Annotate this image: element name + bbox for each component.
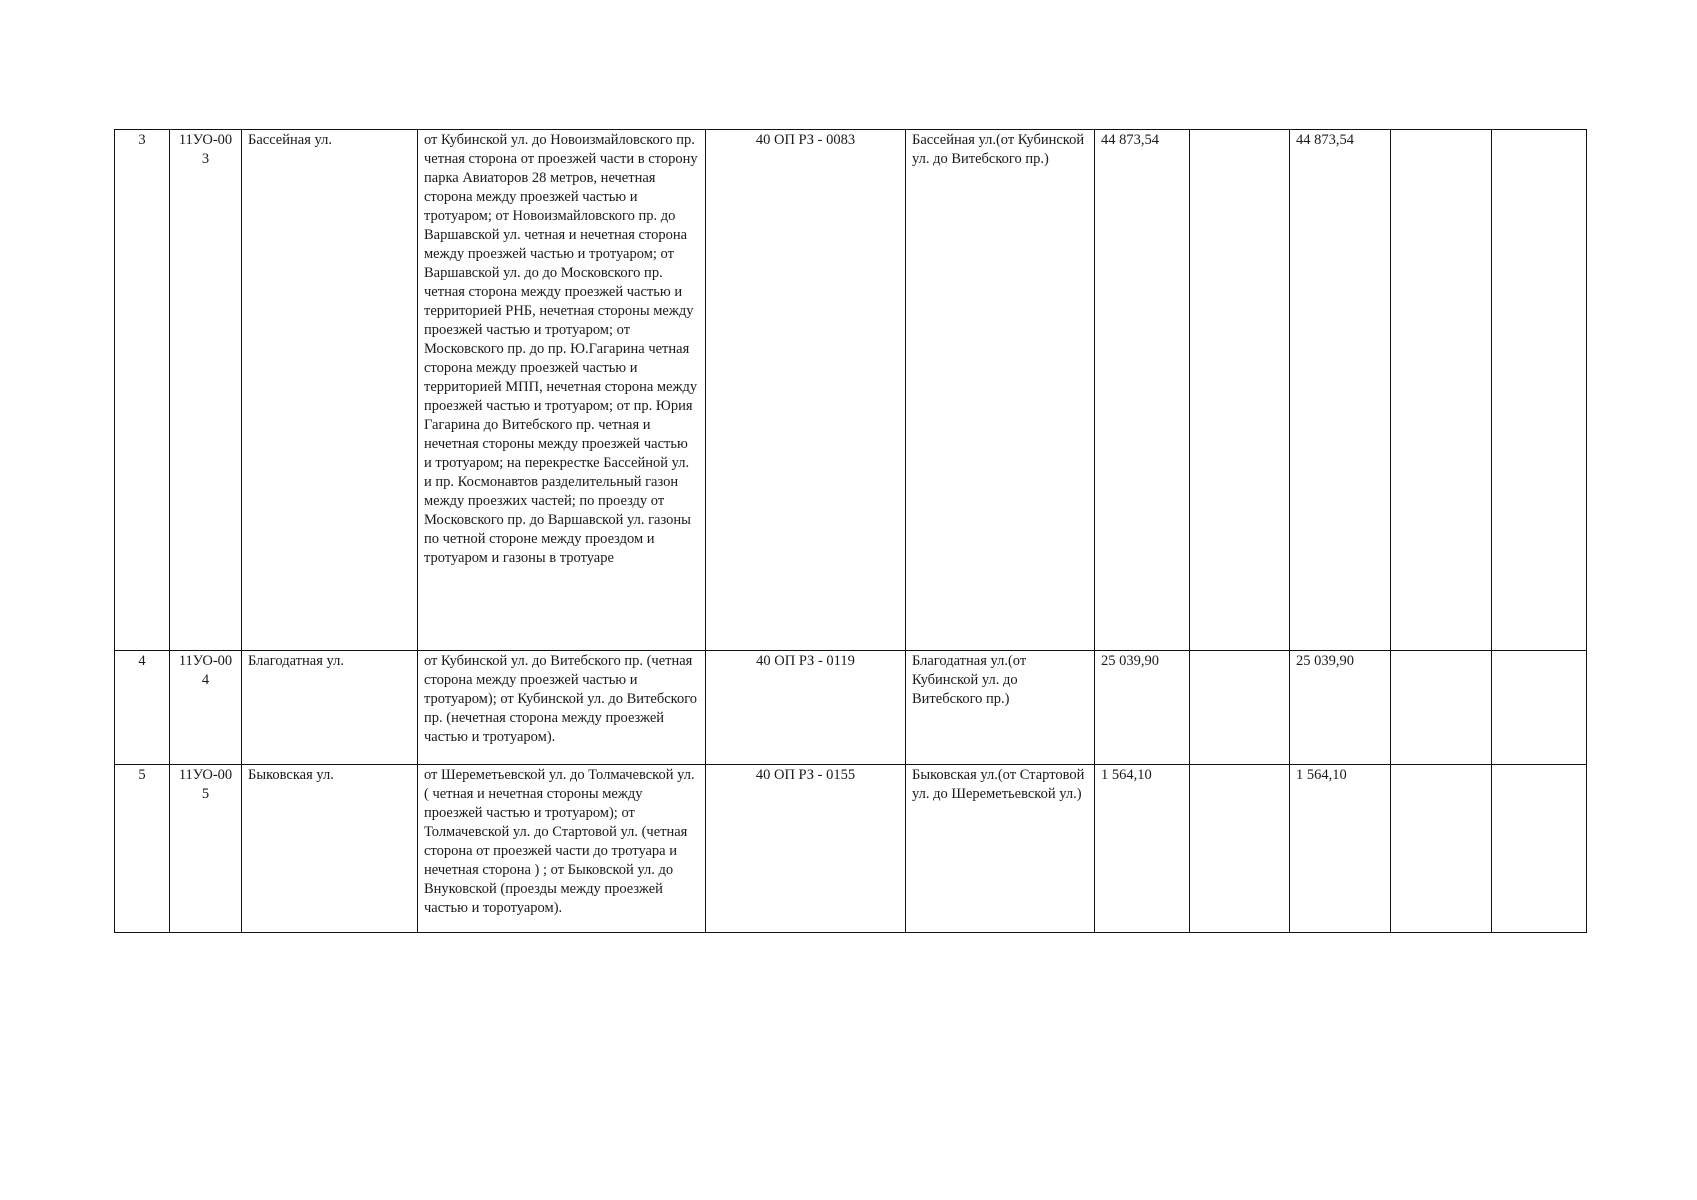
area-value-cell: 1 564,10 bbox=[1290, 765, 1391, 933]
empty-cell bbox=[1492, 130, 1587, 651]
road-reg-number-cell: 40 ОП РЗ - 0155 bbox=[706, 765, 906, 933]
road-name-cell: Благодатная ул.(от Кубинской ул. до Витебского пр.) bbox=[906, 651, 1095, 765]
empty-cell bbox=[1492, 765, 1587, 933]
zone-description-cell: от Шереметьевской ул. до Толмачевской ул. ( четная и нечетная стороны между проезжей частью и тротуаром); от Толмачевской ул. до Стартовой ул. (четная сторона от проезжей части до тротуара и нечетная сторона ) ; от Быковской ул. до Внуковской (проезды между проезжей частью и торотуаром). bbox=[418, 765, 706, 933]
area-value-cell: 44 873,54 bbox=[1290, 130, 1391, 651]
empty-cell bbox=[1391, 651, 1492, 765]
table-row bbox=[115, 765, 1587, 933]
row-number-cell: 5 bbox=[115, 765, 170, 933]
area-total-cell: 44 873,54 bbox=[1095, 130, 1190, 651]
row-number-cell: 4 bbox=[115, 651, 170, 765]
empty-cell bbox=[1190, 130, 1290, 651]
zone-description-cell: от Кубинской ул. до Новоизмайловского пр. четная сторона от проезжей части в сторону парка Авиаторов 28 метров, нечетная сторона между проезжей частью и тротуаром; от Новоизмайловского пр. до Варшавской ул. четная и нечетная сторона между проезжей частью и тротуаром; от Варшавской ул. до до Московского пр. четная сторона между проезжей частью и территорией РНБ, нечетная стороны между проезжей частью и тротуаром; от Московского пр. до пр. Ю.Гагарина четная сторона между проезжей частью и территорией МПП, нечетная сторона между проезжей частью и тротуаром; от пр. Юрия Гагарина до Витебского пр. четная и нечетная стороны между проезжей частью и тротуаром; на перекрестке Бассейной ул. и пр. Космонавтов разделительный газон между проезжих частей; по проезду от Московского пр. до Варшавской ул. газоны по четной стороне между проездом и тротуаром и газоны в тротуаре bbox=[418, 130, 706, 651]
empty-cell bbox=[1391, 130, 1492, 651]
street-name-cell: Быковская ул. bbox=[242, 765, 418, 933]
green-zones-table bbox=[114, 129, 1587, 933]
area-total-cell: 25 039,90 bbox=[1095, 651, 1190, 765]
empty-cell bbox=[1190, 651, 1290, 765]
empty-cell bbox=[1391, 765, 1492, 933]
row-number-cell: 3 bbox=[115, 130, 170, 651]
zone-code-cell: 11УО-003 bbox=[170, 130, 242, 651]
road-name-cell: Быковская ул.(от Стартовой ул. до Шереметьевской ул.) bbox=[906, 765, 1095, 933]
road-name-cell: Бассейная ул.(от Кубинской ул. до Витебского пр.) bbox=[906, 130, 1095, 651]
street-name-cell: Бассейная ул. bbox=[242, 130, 418, 651]
road-reg-number-cell: 40 ОП РЗ - 0083 bbox=[706, 130, 906, 651]
empty-cell bbox=[1190, 765, 1290, 933]
zone-code-cell: 11УО-005 bbox=[170, 765, 242, 933]
road-reg-number-cell: 40 ОП РЗ - 0119 bbox=[706, 651, 906, 765]
area-total-cell: 1 564,10 bbox=[1095, 765, 1190, 933]
street-name-cell: Благодатная ул. bbox=[242, 651, 418, 765]
empty-cell bbox=[1492, 651, 1587, 765]
table-row bbox=[115, 651, 1587, 765]
zone-code-cell: 11УО-004 bbox=[170, 651, 242, 765]
table-row bbox=[115, 130, 1587, 651]
zone-description-cell: от Кубинской ул. до Витебского пр. (четная сторона между проезжей частью и тротуаром); от Кубинской ул. до Витебского пр. (нечетная сторона между проезжей частью и тротуаром). bbox=[418, 651, 706, 765]
area-value-cell: 25 039,90 bbox=[1290, 651, 1391, 765]
